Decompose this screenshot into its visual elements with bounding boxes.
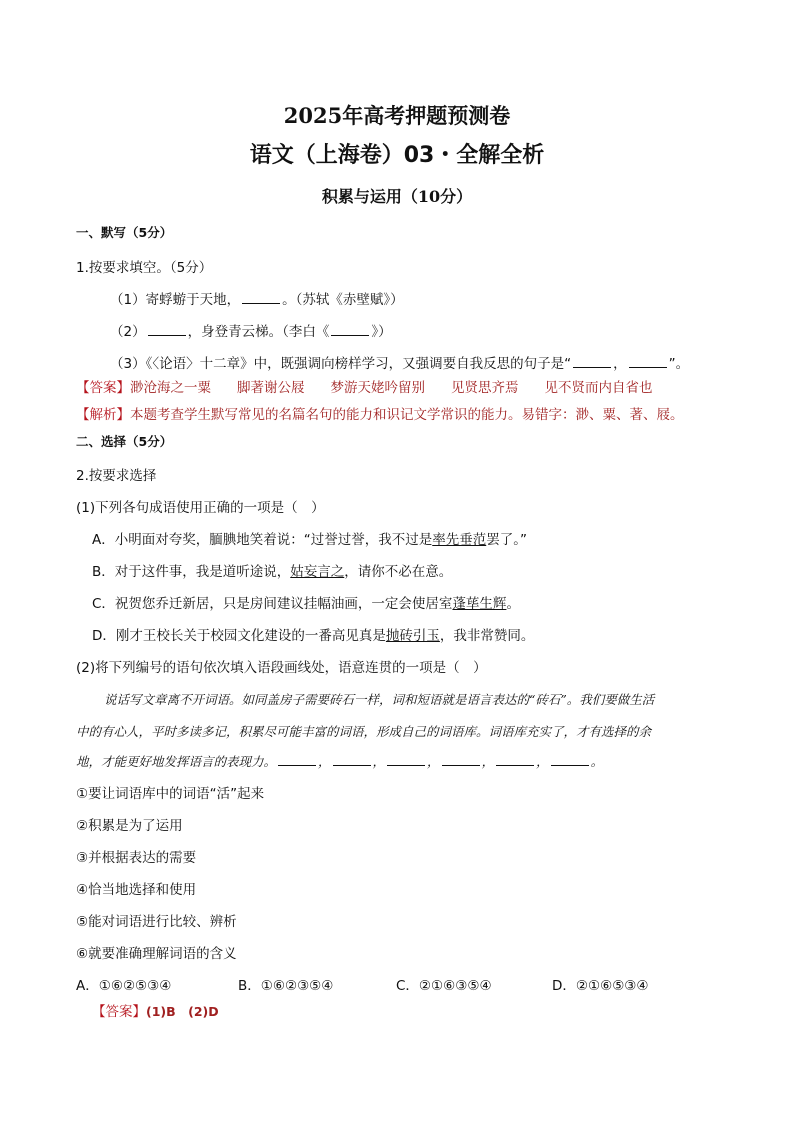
exam-subtitle: 语文（上海卷）03・全解全析	[249, 143, 545, 168]
q1-item-3: （3）《〈论语〉十二章》中，既强调向榜样学习，又强调要自我反思的句子是“ ， ”。	[110, 356, 690, 372]
answer-blank	[387, 753, 425, 766]
answer-blank	[242, 291, 280, 304]
answer-blank	[573, 355, 611, 368]
part-heading: 积累与运用（10分）	[321, 187, 473, 206]
q1-item-1: （1）寄蜉蝣于天地， 。（苏轼《赤壁赋》）	[110, 292, 404, 308]
section2-heading: 二、选择（5分）	[76, 434, 173, 449]
section1-heading: 一、默写（5分）	[76, 225, 173, 240]
statement-6: ⑥就要准确理解词语的含义	[76, 946, 237, 962]
q1-answer	[76, 376, 653, 396]
underlined-idiom: 率先垂范	[432, 532, 487, 548]
choice-b: B．①⑥②③⑤④	[238, 978, 334, 994]
answer-blank	[629, 355, 667, 368]
answer-blank	[442, 753, 480, 766]
choice-d: D．②①⑥⑤③④	[552, 978, 649, 994]
q2-sub1-option-a: A．小明面对夸奖，腼腆地笑着说：“过誉过誉，我不过是率先垂范罢了。”	[92, 532, 527, 548]
statement-2: ②积累是为了运用	[76, 818, 183, 834]
answer-blank	[551, 753, 589, 766]
passage-line-3: 地，才能更好地发挥语言的表现力。 ， ， ， ， ， 。	[76, 754, 604, 769]
exam-title: 2025年高考押题预测卷	[283, 103, 511, 128]
statement-4: ④恰当地选择和使用	[76, 882, 197, 898]
passage-line-1: 说话写文章离不开词语。如同盖房子需要砖石一样，词和短语就是语言表达的“砖石”。我们要做生活	[104, 692, 655, 707]
answer-item: 见贤思齐焉	[451, 380, 519, 396]
choice-c: C．②①⑥③⑤④	[396, 978, 492, 994]
answer-item: 渺沧海之一粟	[130, 380, 211, 396]
answer-item: 脚著谢公屐	[237, 380, 305, 396]
answer-item: 梦游天姥吟留别	[330, 380, 425, 396]
answer-blank	[331, 323, 369, 336]
answer-item: 见不贤而内自省也	[544, 380, 653, 396]
analysis-label: 【解析】	[76, 407, 130, 423]
statement-3: ③并根据表达的需要	[76, 850, 197, 866]
underlined-idiom: 蓬荜生辉	[452, 596, 507, 612]
answer-blank	[333, 753, 371, 766]
q2-sub1-option-c: C．祝贺您乔迁新居，只是房间建议挂幅油画，一定会使居室蓬荜生辉。	[92, 596, 520, 612]
answer-blank	[496, 753, 534, 766]
q2-sub1-stem: (1)下列各句成语使用正确的一项是（ ）	[76, 500, 325, 516]
statement-1: ①要让词语库中的词语“活”起来	[76, 786, 265, 802]
answer-label: 【答案】	[92, 1004, 146, 1020]
analysis-text: 本题考查学生默写常见的名篇名句的能力和识记文学常识的能力。易错字：渺、粟、著、屐。	[130, 407, 684, 423]
q2-answer	[92, 1000, 219, 1020]
underlined-idiom: 抛砖引玉	[385, 628, 440, 644]
q2-sub1-option-b: B．对于这件事，我是道听途说，姑妄言之，请你不必在意。	[92, 564, 453, 580]
q1-label: 1.按要求填空。（5分）	[76, 260, 213, 276]
q1-analysis	[76, 403, 684, 423]
q2-label: 2.按要求选择	[76, 468, 157, 484]
answer-label: 【答案】	[76, 380, 130, 396]
underlined-idiom: 姑妄言之	[290, 564, 345, 580]
choice-a: A．①⑥②⑤③④	[76, 978, 172, 994]
statement-5: ⑤能对词语进行比较、辨析	[76, 914, 237, 930]
passage-line-2: 中的有心人，平时多读多记，积累尽可能丰富的词语，形成自己的词语库。词语库充实了，才有选择的余	[76, 724, 652, 739]
answer-blank	[278, 753, 316, 766]
q2-sub2-stem: (2)将下列编号的语句依次填入语段画线处，语意连贯的一项是（ ）	[76, 660, 487, 676]
q2-sub1-option-d: D．刚才王校长关于校园文化建设的一番高见真是抛砖引玉，我非常赞同。	[92, 628, 535, 644]
answer-text: (1)B (2)D	[146, 1004, 219, 1019]
answer-blank	[148, 323, 186, 336]
q1-item-2: （2） ，身登青云梯。（李白《 》）	[110, 324, 392, 340]
